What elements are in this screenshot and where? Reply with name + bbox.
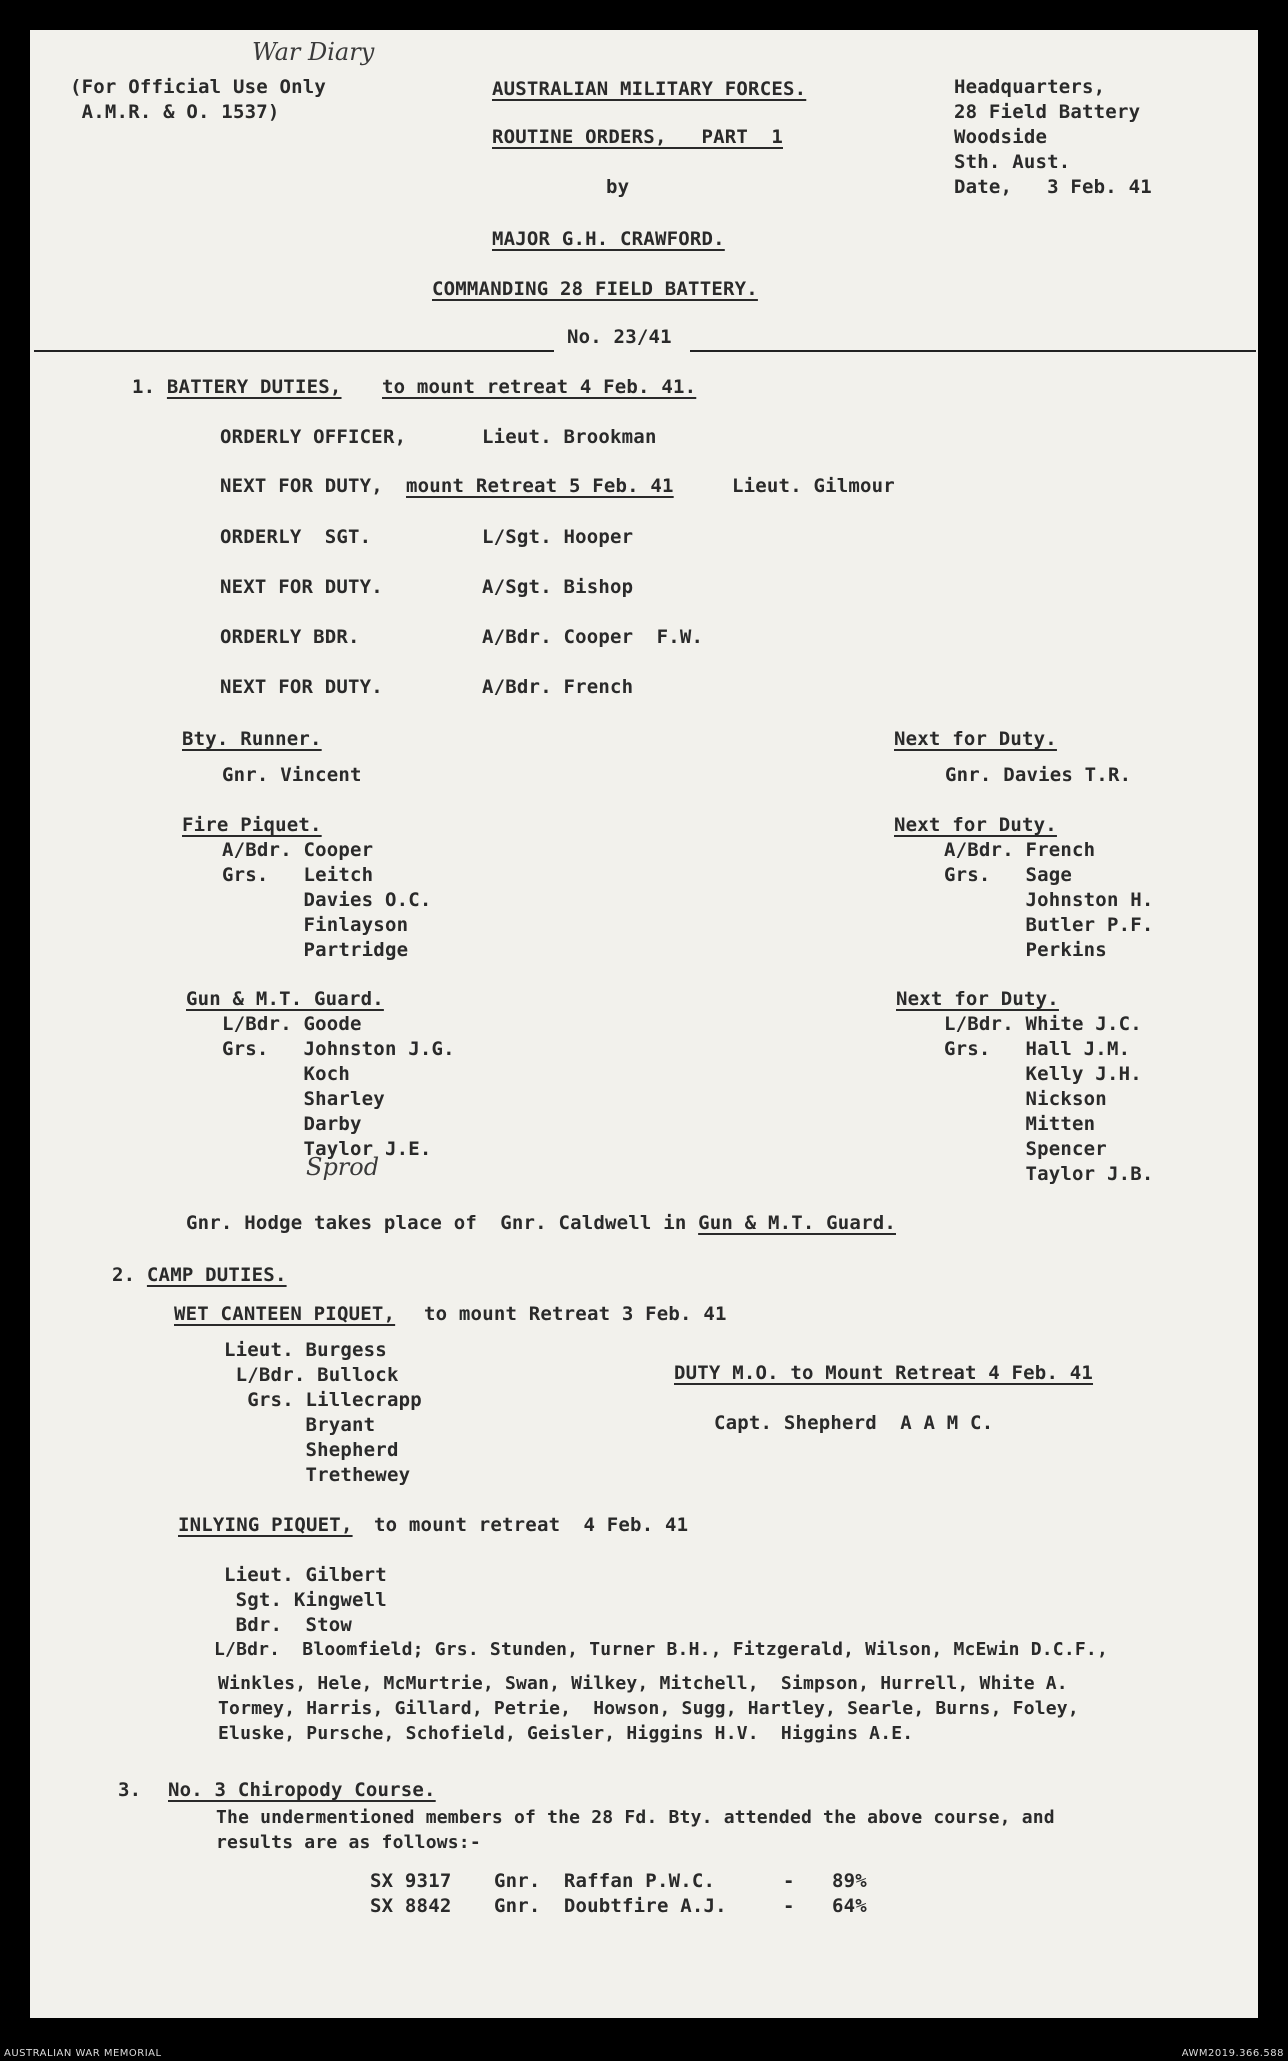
section1-title-underlined: BATTERY DUTIES, [166, 376, 342, 398]
header-divider-right [690, 350, 1256, 352]
section3-number: 3. [118, 1779, 142, 1801]
duty-mo-title: DUTY M.O. to Mount Retreat 4 Feb. 41 [674, 1362, 1094, 1384]
inlying-line: Bdr. Stow [224, 1614, 353, 1636]
heading-commanding: COMMANDING 28 FIELD BATTERY. [432, 278, 758, 300]
result-score: 89% [832, 1870, 867, 1892]
inlying-title: INLYING PIQUET, [178, 1514, 353, 1536]
duty-value: Lieut. Brookman [482, 426, 657, 448]
section1-title: 1. BATTERY DUTIES, [132, 376, 342, 398]
duty-label: ORDERLY OFFICER, [220, 426, 407, 448]
fire-piquet-line: Partridge [222, 939, 409, 961]
section3-intro-line: The undermentioned members of the 28 Fd. Bty. attended the above course, and [216, 1807, 1055, 1828]
wet-canteen-line: Trethewey [224, 1464, 411, 1486]
duty-label: NEXT FOR DUTY, [220, 475, 383, 497]
duty-label: ORDERLY SGT. [220, 526, 372, 548]
heading-by: by [606, 176, 630, 198]
runner-next-name: Gnr. Davies T.R. [945, 764, 1132, 786]
duty-label: ORDERLY BDR. [220, 626, 360, 648]
inlying-line: Sgt. Kingwell [224, 1589, 387, 1611]
gun-guard-next-title: Next for Duty. [896, 988, 1059, 1010]
archive-reference: AWM2019.366.588 [1181, 2048, 1284, 2059]
fire-piquet-title: Fire Piquet. [182, 814, 322, 836]
gun-guard-line: Grs. Johnston J.G. [222, 1038, 455, 1060]
gun-guard-next-line: Grs. Hall J.M. [944, 1038, 1131, 1060]
substitution-note [186, 1212, 896, 1234]
result-name: Gnr. Doubtfire A.J. [494, 1895, 727, 1917]
result-number: SX 8842 [370, 1895, 452, 1917]
runner-next-title: Next for Duty. [894, 728, 1057, 750]
duty-value: A/Bdr. French [482, 676, 634, 698]
result-dash: - [783, 1870, 795, 1892]
section3-intro-line: results are as follows:- [216, 1832, 481, 1853]
hq-line-3: Woodside [954, 126, 1048, 148]
runner-name: Gnr. Vincent [222, 764, 362, 786]
duty-value: A/Bdr. Cooper F.W. [482, 626, 704, 648]
hq-line-2: 28 Field Battery [954, 101, 1141, 123]
gun-guard-line: Sharley [222, 1088, 385, 1110]
duty-value: A/Sgt. Bishop [482, 576, 634, 598]
inlying-list-line: Winkles, Hele, McMurtrie, Swan, Wilkey, Mitchell, Simpson, Hurrell, White A. [218, 1673, 1068, 1694]
duty-value: Lieut. Gilmour [732, 475, 895, 497]
official-use-line-1: (For Official Use Only [70, 76, 327, 98]
fire-piquet-next-line: Johnston H. [944, 889, 1154, 911]
hq-line-1: Headquarters, [954, 76, 1106, 98]
result-number: SX 9317 [370, 1870, 452, 1892]
war-diary-annotation: War Diary [252, 38, 375, 66]
gun-guard-next-line: Nickson [944, 1088, 1107, 1110]
gun-guard-next-line: Kelly J.H. [944, 1063, 1142, 1085]
inlying-list-line: L/Bdr. Bloomfield; Grs. Stunden, Turner B.H., Fitzgerald, Wilson, McEwin D.C.F., [214, 1639, 1108, 1660]
duty-label: NEXT FOR DUTY. [220, 576, 383, 598]
gun-guard-next-line: Spencer [944, 1138, 1107, 1160]
wet-canteen-title: WET CANTEEN PIQUET, [174, 1303, 396, 1325]
hq-line-4: Sth. Aust. [954, 151, 1071, 173]
header-divider-left [34, 350, 554, 352]
result-score: 64% [832, 1895, 867, 1917]
inlying-line: Lieut. Gilbert [224, 1564, 387, 1586]
gun-guard-line: Koch [222, 1063, 351, 1085]
gun-guard-next-line: Taylor J.B. [944, 1163, 1154, 1185]
archive-credit: AUSTRALIAN WAR MEMORIAL [4, 2048, 162, 2059]
section2-title-underlined: CAMP DUTIES. [146, 1264, 287, 1286]
wet-canteen-line: Shepherd [224, 1439, 399, 1461]
duty-mid: mount Retreat 5 Feb. 41 [406, 475, 674, 497]
result-name: Gnr. Raffan P.W.C. [494, 1870, 716, 1892]
order-number: No. 23/41 [567, 326, 672, 348]
sprod-annotation: Sprod [306, 1153, 380, 1181]
gun-guard-line: Taylor J.E. [222, 1138, 432, 1160]
duty-mo-name: Capt. Shepherd A A M C. [714, 1412, 994, 1434]
gun-guard-line: L/Bdr. Goode [222, 1013, 362, 1035]
heading-forces: AUSTRALIAN MILITARY FORCES. [492, 78, 807, 100]
gun-guard-line: Darby [222, 1113, 362, 1135]
substitution-note-underlined: Gun & M.T. Guard. [698, 1212, 896, 1234]
gun-guard-next-line: Mitten [944, 1113, 1096, 1135]
result-dash: - [783, 1895, 795, 1917]
section3-title: No. 3 Chiropody Course. [168, 1779, 436, 1801]
inlying-tail: to mount retreat 4 Feb. 41 [374, 1514, 689, 1536]
hq-date: Date, 3 Feb. 41 [954, 176, 1152, 198]
wet-canteen-line: Lieut. Burgess [224, 1339, 387, 1361]
section2-title: 2. CAMP DUTIES. [112, 1264, 287, 1286]
duty-label: NEXT FOR DUTY. [220, 676, 383, 698]
gun-guard-next-line: L/Bdr. White J.C. [944, 1013, 1142, 1035]
duty-value: L/Sgt. Hooper [482, 526, 634, 548]
fire-piquet-line: Davies O.C. [222, 889, 432, 911]
substitution-note-text: Gnr. Hodge takes place of Gnr. Caldwell in [186, 1212, 699, 1234]
fire-piquet-next-title: Next for Duty. [894, 814, 1057, 836]
runner-title: Bty. Runner. [182, 728, 322, 750]
inlying-list-line: Eluske, Pursche, Schofield, Geisler, Higgins H.V. Higgins A.E. [218, 1723, 914, 1744]
fire-piquet-line: A/Bdr. Cooper [222, 839, 374, 861]
wet-canteen-line: Bryant [224, 1414, 376, 1436]
heading-commander: MAJOR G.H. CRAWFORD. [492, 228, 725, 250]
section1-title-tail: to mount retreat 4 Feb. 41. [382, 376, 697, 398]
fire-piquet-next-line: Perkins [944, 939, 1107, 961]
fire-piquet-line: Grs. Leitch [222, 864, 374, 886]
fire-piquet-next-line: Butler P.F. [944, 914, 1154, 936]
inlying-list-line: Tormey, Harris, Gillard, Petrie, Howson, Sugg, Hartley, Searle, Burns, Foley, [218, 1698, 1079, 1719]
wet-canteen-line: L/Bdr. Bullock [224, 1364, 399, 1386]
gun-guard-title: Gun & M.T. Guard. [186, 988, 384, 1010]
fire-piquet-next-line: Grs. Sage [944, 864, 1073, 886]
official-use-line-2: A.M.R. & O. 1537) [70, 101, 280, 123]
fire-piquet-line: Finlayson [222, 914, 409, 936]
heading-routine-orders: ROUTINE ORDERS, PART 1 [492, 126, 783, 148]
wet-canteen-line: Grs. Lillecrapp [224, 1389, 422, 1411]
wet-canteen-tail: to mount Retreat 3 Feb. 41 [424, 1303, 727, 1325]
fire-piquet-next-line: A/Bdr. French [944, 839, 1096, 861]
